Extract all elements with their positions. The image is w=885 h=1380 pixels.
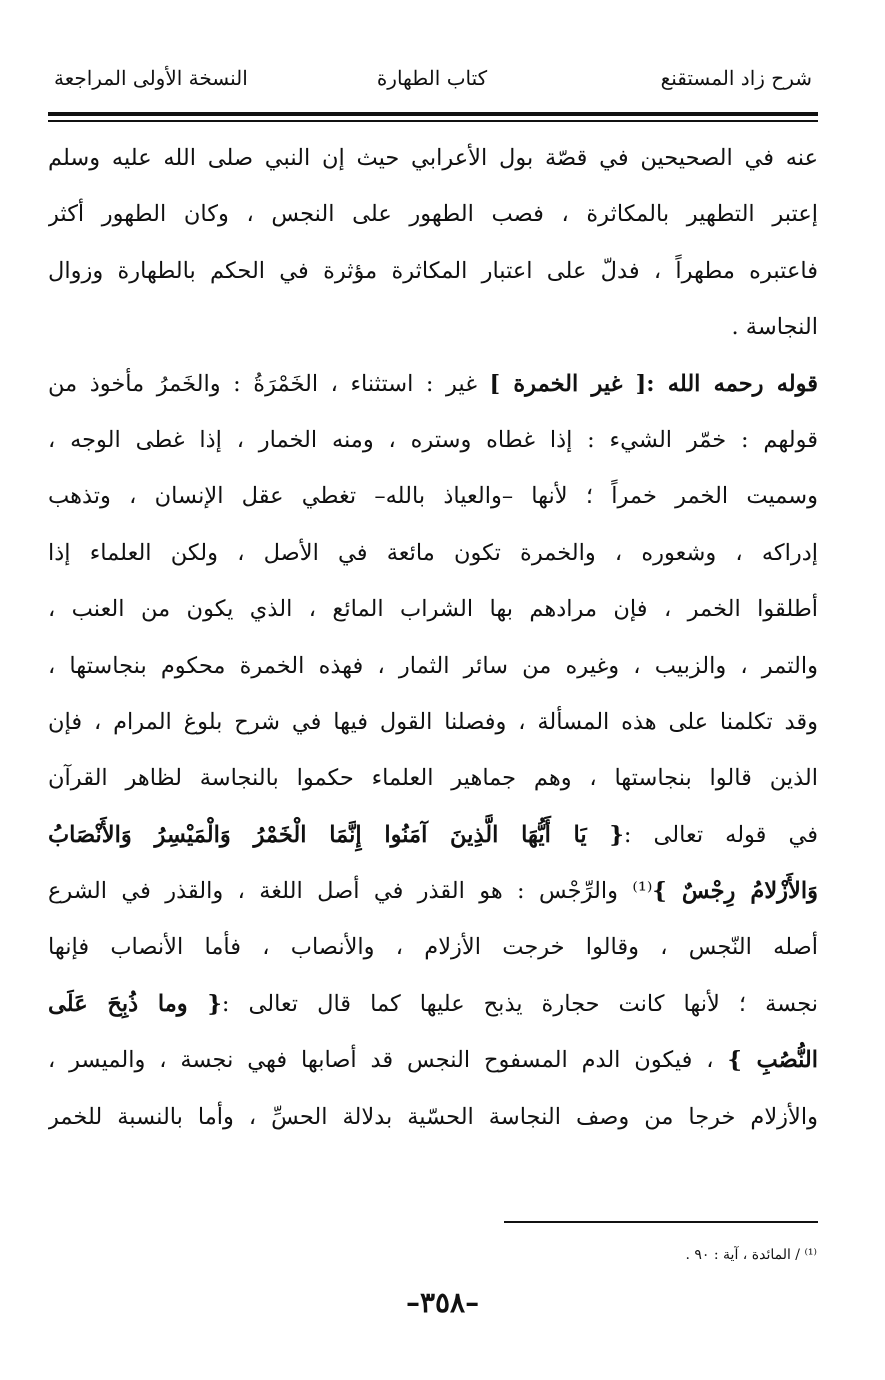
running-header xyxy=(48,66,816,106)
body-text xyxy=(48,130,818,1145)
text-line: النجاسة . xyxy=(731,314,818,341)
text-line: والأزلام خرجا من وصف النجاسة الحسّية بدلالة الحسِّ ، وأما بالنسبة للخمر xyxy=(48,1103,818,1130)
text-line: وسميت الخمر خمراً ؛ لأنها –والعياذ بالله– تغطي عقل الإنسان ، وتذهب xyxy=(48,483,818,510)
header-book-title: شرح زاد المستقنع xyxy=(660,66,812,90)
text-line: النُّصُبِ } ، فيكون الدم المسفوح النجس قد أصابها فهي نجسة ، والميسر ، xyxy=(48,1047,818,1074)
text-line: الذين قالوا بنجاستها ، وهم جماهير العلماء حكموا بالنجاسة لظاهر القرآن xyxy=(48,765,818,792)
text-line: إعتبر التطهير بالمكاثرة ، فصب الطهور على النجس ، وكان الطهور أكثر xyxy=(48,201,818,228)
header-edition-note: النسخة الأولى المراجعة xyxy=(54,66,248,90)
text-line: في قوله تعالى :{ يَا أَيُّهَا الَّذِينَ آمَنُوا إِنَّمَا الْخَمْرُ وَالْمَيْسِرُ وَالأَنْصَابُ xyxy=(48,821,818,848)
text-line: أطلقوا الخمر ، فإن مرادهم بها الشراب المائع ، الذي يكون من العنب ، xyxy=(48,596,818,623)
text-line: وقد تكلمنا على هذه المسألة ، وفصلنا القول فيها في شرح بلوغ المرام ، فإن xyxy=(48,708,818,735)
text-line: عنه في الصحيحين في قصّة بول الأعرابي حيث إن النبي صلى الله عليه وسلم xyxy=(48,145,818,171)
text-line: وَالأَزْلامُ رِجْسٌ }⁽¹⁾ والرِّجْس : هو القذر في أصل اللغة ، والقذر في الشرع xyxy=(48,878,818,905)
header-rule-thin xyxy=(48,120,818,122)
text-line: قولهم : خمّر الشيء : إذا غطاه وستره ، ومنه الخمار ، إذا غطى الوجه ، xyxy=(48,426,818,453)
text-line: نجسة ؛ لأنها كانت حجارة يذبح عليها كما قال تعالى :{ وما ذُبِحَ عَلَى xyxy=(48,990,818,1017)
page-number: –٣٥٨– xyxy=(405,1286,480,1319)
header-rule-thick xyxy=(48,112,818,116)
text-line: فاعتبره مطهراً ، فدلّ على اعتبار المكاثرة مؤثرة في الحكم بالطهارة وزوال xyxy=(48,257,818,284)
text-line: والتمر ، والزبيب ، وغيره من سائر الثمار ، فهذه الخمرة محكوم بنجاستها ، xyxy=(48,652,818,679)
text-line: إدراكه ، وشعوره ، والخمرة تكون مائعة في الأصل ، ولكن العلماء إذا xyxy=(48,539,818,566)
footnote-separator xyxy=(504,1221,818,1223)
header-chapter-title: كتاب الطهارة xyxy=(376,66,488,90)
text-line: قوله رحمه الله :[ غير الخمرة ] غير : استثناء ، الخَمْرَةُ : والخَمرُ مأخوذ من xyxy=(48,370,818,397)
footnote: ⁽¹⁾ / المائدة ، آية : ٩٠ . xyxy=(685,1247,817,1263)
text-line: أصله النّجس ، وقالوا خرجت الأزلام ، والأنصاب ، فأما الأنصاب فإنها xyxy=(48,934,818,961)
